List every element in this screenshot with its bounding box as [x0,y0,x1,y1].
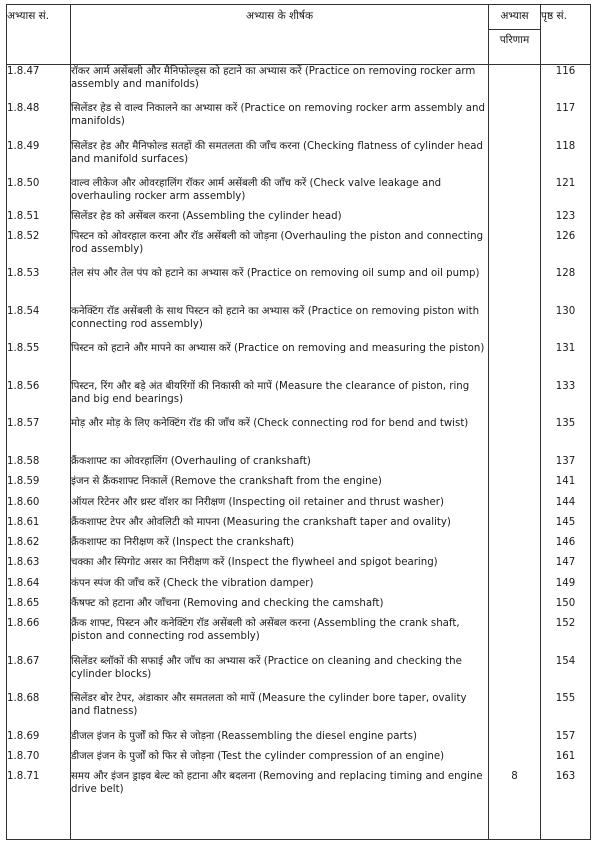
exercise-number: 1.8.52 [7,230,71,268]
exercise-title: कनेक्टिंग रॉड असेंबली के साथ पिस्टन को हटाने का अभ्यास करें (Practice on removing piston with connecting rod assembly) [71,305,489,343]
exercise-title: पिस्टन को हटाने और मापने का अभ्यास करें (Practice on removing and measuring the piston) [71,342,489,380]
table-row [7,380,591,418]
table-header [7,5,591,65]
exercise-result [489,177,541,209]
exercise-number: 1.8.68 [7,692,71,730]
exercise-title: ऑयल रिटेनर और थ्रस्ट वॉशर का निरीक्षण (Inspecting oil retainer and thrust washer) [71,496,489,516]
header-result-line1: अभ्यास [500,10,529,22]
exercise-result [489,475,541,495]
exercise-title: क्रैंकशाफ्ट टेपर और ओवलिटी को मापना (Measuring the crankshaft taper and ovality) [71,516,489,536]
page-number: 116 [541,65,591,103]
table-body [7,65,591,840]
exercise-result [489,750,541,770]
table-row [7,455,591,475]
page-number: 152 [541,617,591,655]
exercise-result [489,597,541,617]
exercise-title: क्रैंक शाफ्ट, पिस्टन और कनेक्टिंग रॉड असेंबली को असेंबल करना (Assembling the crank shaft, piston and connecting rod assembly) [71,617,489,655]
exercise-title: वाल्व लीकेज और ओवरहालिंग रॉकर आर्म असेंबली की जाँच करें (Check valve leakage and overhauling rocker arm assembly) [71,177,489,209]
header-exercise-title: अभ्यास के शीर्षक [71,5,489,65]
table-row [7,305,591,343]
exercise-result [489,305,541,343]
exercise-title: सिलेंडर बोर टेपर, अंडाकार और समतलता को मापें (Measure the cylinder bore taper, ovality and flatness) [71,692,489,730]
table-row [7,597,591,617]
contents-table [6,4,591,840]
exercise-title: सिलेंडर हेड और मैनिफोल्ड सतहों की समतलता की जाँच करना (Checking flatness of cylinder head and manifold surfaces) [71,140,489,178]
table-row [7,577,591,597]
exercise-title: तेल संप और तेल पंप को हटाने का अभ्यास करें (Practice on removing oil sump and oil pump) [71,267,489,305]
page-number: 147 [541,556,591,576]
page-number: 128 [541,267,591,305]
exercise-result [489,617,541,655]
exercise-number: 1.8.55 [7,342,71,380]
header-exercise-result [489,5,541,65]
exercise-number: 1.8.58 [7,455,71,475]
page-number: 154 [541,655,591,693]
exercise-number: 1.8.57 [7,417,71,455]
exercise-title: सिलेंडर ब्लॉकों की सफाई और जाँच का अभ्यास करें (Practice on cleaning and checking the cylinder blocks) [71,655,489,693]
exercise-result [489,342,541,380]
exercise-title: क्रैंकशाफ्ट का निरीक्षण करें (Inspect the crankshaft) [71,536,489,556]
exercise-result [489,102,541,140]
exercise-title: कंपन स्पंज की जाँच करें (Check the vibration damper) [71,577,489,597]
exercise-result [489,140,541,178]
page-number: 117 [541,102,591,140]
exercise-title: सिलेंडर हेड को असेंबल करना (Assembling the cylinder head) [71,210,489,230]
exercise-title: सिलेंडर हेड से वाल्व निकालने का अभ्यास करें (Practice on removing rocker arm assembly and manifolds) [71,102,489,140]
exercise-number: 1.8.61 [7,516,71,536]
exercise-title: डीजल इंजन के पुर्जों को फिर से जोड़ना (Test the cylinder compression of an engine) [71,750,489,770]
exercise-result [489,455,541,475]
page-number: 123 [541,210,591,230]
exercise-number: 1.8.62 [7,536,71,556]
page-number: 118 [541,140,591,178]
exercise-result [489,730,541,750]
exercise-number: 1.8.51 [7,210,71,230]
exercise-result [489,230,541,268]
page-number: 145 [541,516,591,536]
page-number: 137 [541,455,591,475]
table-row [7,750,591,770]
header-page-number: पृष्ठ सं. [541,5,591,65]
exercise-number: 1.8.54 [7,305,71,343]
exercise-result [489,210,541,230]
exercise-title: क्रैंकशाफ्ट का ओवरहालिंग (Overhauling of crankshaft) [71,455,489,475]
page-number: 121 [541,177,591,209]
page-number: 130 [541,305,591,343]
exercise-result [489,556,541,576]
exercise-number: 1.8.67 [7,655,71,693]
exercise-title: इंजन से क्रैंकशाफ्ट निकालें (Remove the crankshaft from the engine) [71,475,489,495]
header-exercise-number: अभ्यास सं. [7,5,71,65]
exercise-number: 1.8.71 [7,770,71,839]
table-row [7,102,591,140]
table-row [7,536,591,556]
exercise-number: 1.8.53 [7,267,71,305]
exercise-title: डीजल इंजन के पुर्जों को फिर से जोड़ना (Reassembling the diesel engine parts) [71,730,489,750]
header-result-line2: परिणाम [489,29,540,49]
exercise-result [489,655,541,693]
table-row [7,770,591,839]
exercise-number: 1.8.47 [7,65,71,103]
table-row [7,496,591,516]
table-row [7,655,591,693]
page-number: 163 [541,770,591,839]
exercise-number: 1.8.48 [7,102,71,140]
page-number: 141 [541,475,591,495]
page-number: 135 [541,417,591,455]
exercise-result [489,577,541,597]
exercise-number: 1.8.63 [7,556,71,576]
page-number: 133 [541,380,591,418]
exercise-title: कैंषफ्ट को हटाना और जाँचना (Removing and checking the camshaft) [71,597,489,617]
table-row [7,140,591,178]
table-row [7,342,591,380]
page-number: 157 [541,730,591,750]
page-number: 161 [541,750,591,770]
exercise-title: चक्का और स्पिगोट असर का निरीक्षण करें (Inspect the flywheel and spigot bearing) [71,556,489,576]
table-row [7,230,591,268]
exercise-title: पिस्टन, रिंग और बड़े अंत बीयरिंगों की निकासी को मापें (Measure the clearance of piston, ring and big end bearings) [71,380,489,418]
exercise-title: रॉकर आर्म असेंबली और मैनिफोल्ड्स को हटाने का अभ्यास करें (Practice on removing rocker arm assembly and manifolds) [71,65,489,103]
exercise-result [489,267,541,305]
exercise-number: 1.8.49 [7,140,71,178]
exercise-title: पिस्टन को ओवरहाल करना और रॉड असेंबली को जोड़ना (Overhauling the piston and connecting rod assembly) [71,230,489,268]
exercise-number: 1.8.50 [7,177,71,209]
exercise-number: 1.8.65 [7,597,71,617]
exercise-result [489,380,541,418]
exercise-number: 1.8.64 [7,577,71,597]
exercise-title: मोड़ और मोड़ के लिए कनेक्टिंग रॉड की जाँच करें (Check connecting rod for bend and twist) [71,417,489,455]
exercise-number: 1.8.56 [7,380,71,418]
exercise-number: 1.8.70 [7,750,71,770]
page-number: 155 [541,692,591,730]
exercise-result [489,65,541,103]
exercise-result [489,536,541,556]
exercise-title: समय और इंजन ड्राइव बेल्ट को हटाना और बदलना (Removing and replacing timing and engine drive belt) [71,770,489,839]
table-row [7,475,591,495]
exercise-result: 8 [489,770,541,839]
page-number: 131 [541,342,591,380]
page-number: 146 [541,536,591,556]
exercise-number: 1.8.66 [7,617,71,655]
table-row [7,267,591,305]
table-row [7,556,591,576]
table-row [7,516,591,536]
exercise-result [489,496,541,516]
page-number: 126 [541,230,591,268]
table-row [7,210,591,230]
table-row [7,177,591,209]
exercise-result [489,516,541,536]
table-row [7,617,591,655]
table-row [7,692,591,730]
table-row [7,730,591,750]
exercise-number: 1.8.59 [7,475,71,495]
exercise-number: 1.8.69 [7,730,71,750]
table-row [7,65,591,103]
exercise-number: 1.8.60 [7,496,71,516]
exercise-result [489,417,541,455]
exercise-result [489,692,541,730]
page-number: 149 [541,577,591,597]
page-number: 150 [541,597,591,617]
page-number: 144 [541,496,591,516]
table-row [7,417,591,455]
